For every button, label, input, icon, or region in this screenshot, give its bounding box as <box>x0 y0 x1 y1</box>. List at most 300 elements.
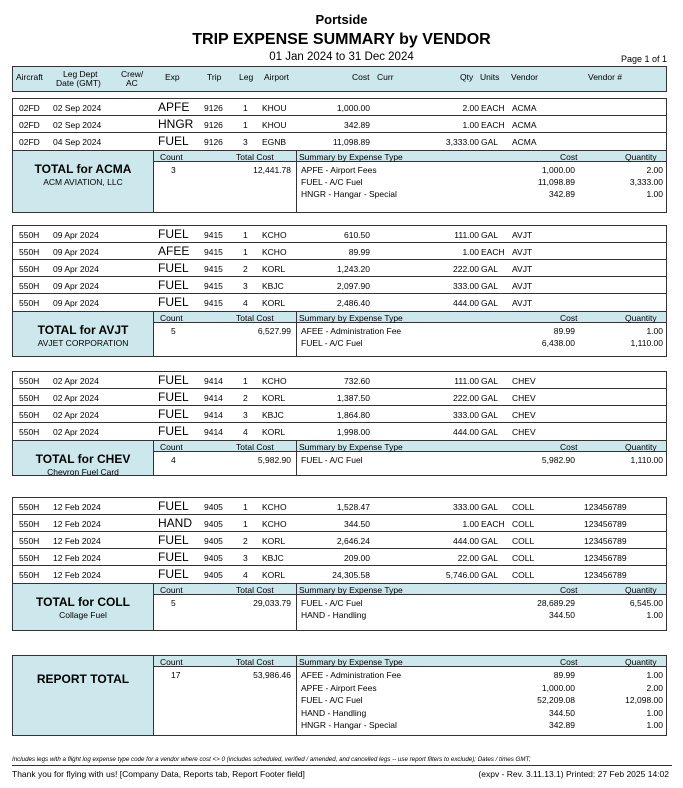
vendor-total-label: TOTAL for ACMA <box>34 162 132 176</box>
expense-row <box>13 515 666 532</box>
cell-airport: EGNB <box>262 137 287 147</box>
cell-date: 02 Apr 2024 <box>53 393 99 403</box>
vendor-total-block <box>12 151 667 213</box>
cell-date: 04 Sep 2024 <box>53 137 102 147</box>
cell-qty: 444.00 <box>453 298 479 308</box>
vendor-total-block <box>12 441 667 476</box>
summary-type: APFE - Airport Fees <box>301 165 377 175</box>
cell-airport: KORL <box>262 264 286 274</box>
cell-airport: KBJC <box>262 281 284 291</box>
cell-date: 12 Feb 2024 <box>53 553 101 563</box>
summary-cost: 52,209.08 <box>537 695 575 705</box>
date-range: 01 Jan 2024 to 31 Dec 2024 <box>269 51 414 63</box>
cell-qty: 111.00 <box>454 376 479 386</box>
cell-aircraft: 550H <box>19 230 40 240</box>
summary-count-header: Count <box>160 442 183 452</box>
vendor-section <box>12 98 667 213</box>
summary-total-cost-header: Total Cost <box>236 657 274 667</box>
expense-row <box>13 294 666 311</box>
cell-vendor: AVJT <box>512 264 533 274</box>
summary-count-header: Count <box>160 313 183 323</box>
col-ac: AC <box>126 78 138 88</box>
vendor-total-label: TOTAL for AVJT <box>37 323 129 337</box>
cell-exp: FUEL <box>158 407 189 421</box>
cell-trip: 9414 <box>204 393 223 403</box>
col-crew: Crew/ <box>121 69 144 79</box>
cell-airport: KBJC <box>262 410 284 420</box>
summary-type: HNGR - Hangar - Special <box>301 189 397 199</box>
cell-cost: 24,305.58 <box>332 570 370 580</box>
cell-units: GAL <box>481 230 499 240</box>
cell-cost: 1,864.80 <box>336 410 370 420</box>
cell-qty: 22.00 <box>457 553 479 563</box>
summary-total-cost-header: Total Cost <box>236 313 274 323</box>
cell-vendor-num: 123456789 <box>584 519 627 529</box>
cell-vendor: AVJT <box>512 230 533 240</box>
vendor-name: Chevron Fuel Card <box>47 467 119 477</box>
cell-exp: FUEL <box>158 550 189 564</box>
report-total-label: REPORT TOTAL <box>36 672 130 686</box>
cell-qty: 1.00 <box>462 247 479 257</box>
cell-date: 12 Feb 2024 <box>53 570 101 580</box>
report-total-cost: 53,986.46 <box>253 670 291 680</box>
summary-cost: 6,438.00 <box>541 338 575 348</box>
summary-type: FUEL - A/C Fuel <box>301 338 363 348</box>
cell-vendor: COLL <box>512 553 535 563</box>
vendor-count: 4 <box>171 455 176 465</box>
cell-vendor-num: 123456789 <box>584 536 627 546</box>
cell-aircraft: 550H <box>19 376 40 386</box>
summary-header <box>154 584 666 595</box>
cell-trip: 9415 <box>204 281 223 291</box>
summary-cost: 89.99 <box>553 326 575 336</box>
summary-type: FUEL - A/C Fuel <box>301 455 363 465</box>
report-total-section <box>12 655 667 736</box>
cell-leg: 1 <box>243 376 248 386</box>
cell-vendor: CHEV <box>512 410 536 420</box>
summary-type-header: Summary by Expense Type <box>299 585 403 595</box>
col-trip: Trip <box>207 72 222 82</box>
cell-date: 12 Feb 2024 <box>53 519 101 529</box>
summary-cost: 1,000.00 <box>541 165 575 175</box>
col-units: Units <box>480 72 500 82</box>
company-name: Portside <box>315 12 368 27</box>
vendor-count: 3 <box>171 165 176 175</box>
summary-quantity: 6,545.00 <box>629 598 663 608</box>
cell-units: GAL <box>481 281 499 291</box>
cell-units: GAL <box>481 264 499 274</box>
summary-type: HAND - Handling <box>301 610 367 620</box>
expense-row <box>13 372 666 389</box>
cell-trip: 9126 <box>204 137 223 147</box>
summary-quantity: 1.00 <box>646 326 663 336</box>
cell-units: GAL <box>481 410 499 420</box>
col-qty: Qty <box>460 72 474 82</box>
summary-line <box>13 720 668 732</box>
cell-aircraft: 02FD <box>19 137 40 147</box>
summary-count-header: Count <box>160 585 183 595</box>
summary-quantity: 1,110.00 <box>630 338 663 348</box>
cell-trip: 9405 <box>204 519 223 529</box>
summary-total-cost-header: Total Cost <box>236 152 274 162</box>
summary-type-header: Summary by Expense Type <box>299 442 403 452</box>
cell-qty: 1.00 <box>462 519 479 529</box>
cell-exp: FUEL <box>158 134 189 148</box>
vendor-name: AVJET CORPORATION <box>37 338 129 348</box>
cell-exp: HNGR <box>158 117 194 131</box>
vendor-total-cost: 29,033.79 <box>253 598 291 608</box>
cell-vendor: COLL <box>512 536 535 546</box>
cell-date: 09 Apr 2024 <box>53 247 99 257</box>
summary-type: AFEE - Administration Fee <box>301 326 402 336</box>
cell-cost: 11,098.89 <box>332 137 370 147</box>
vendor-section <box>12 225 667 357</box>
vendor-total-cost: 6,527.99 <box>257 326 291 336</box>
cell-qty: 333.00 <box>453 281 479 291</box>
summary-cost: 5,982.90 <box>541 455 575 465</box>
cell-vendor: COLL <box>512 502 535 512</box>
cell-cost: 610.50 <box>344 230 370 240</box>
summary-cost-header: Cost <box>560 585 578 595</box>
cell-vendor: ACMA <box>512 120 537 130</box>
cell-exp: FUEL <box>158 373 189 387</box>
cell-exp: FUEL <box>158 533 189 547</box>
vendor-name: ACM AVIATION, LLC <box>43 177 123 187</box>
col-vendor: Vendor <box>511 72 538 82</box>
cell-cost: 1,387.50 <box>336 393 370 403</box>
summary-line <box>13 708 668 720</box>
cell-exp: FUEL <box>158 278 189 292</box>
summary-quantity: 3,333.00 <box>629 177 663 187</box>
cell-exp: FUEL <box>158 295 189 309</box>
cell-vendor: AVJT <box>512 298 533 308</box>
col-leg-dept: Leg Dept <box>63 69 98 79</box>
col-aircraft: Aircraft <box>16 72 43 82</box>
summary-line <box>13 177 668 189</box>
cell-vendor: CHEV <box>512 393 536 403</box>
summary-header <box>154 312 666 323</box>
cell-leg: 3 <box>243 410 248 420</box>
expense-row <box>13 277 666 294</box>
cell-trip: 9415 <box>204 264 223 274</box>
cell-leg: 2 <box>243 264 248 274</box>
vendor-section <box>12 371 667 476</box>
expense-row <box>13 133 666 150</box>
summary-count-header: Count <box>160 152 183 162</box>
summary-line <box>13 455 668 467</box>
cell-qty: 3,333.00 <box>445 137 479 147</box>
cell-exp: APFE <box>158 100 190 114</box>
cell-units: EACH <box>481 247 505 257</box>
cell-airport: KCHO <box>262 519 287 529</box>
cell-cost: 732.60 <box>344 376 370 386</box>
vendor-name: Collage Fuel <box>59 610 107 620</box>
expense-row <box>13 260 666 277</box>
cell-airport: KHOU <box>262 120 287 130</box>
cell-aircraft: 550H <box>19 570 40 580</box>
cell-trip: 9405 <box>204 570 223 580</box>
cell-units: GAL <box>481 570 499 580</box>
cell-airport: KORL <box>262 393 286 403</box>
summary-type-header: Summary by Expense Type <box>299 657 403 667</box>
summary-quantity-header: Quantity <box>625 585 657 595</box>
cell-units: GAL <box>481 393 499 403</box>
cell-exp: FUEL <box>158 424 189 438</box>
cell-units: GAL <box>481 553 499 563</box>
cell-airport: KCHO <box>262 247 287 257</box>
cell-date: 02 Sep 2024 <box>53 103 102 113</box>
summary-line <box>13 338 668 350</box>
cell-units: EACH <box>481 103 505 113</box>
cell-leg: 3 <box>243 137 248 147</box>
col-date-gmt: Date (GMT) <box>56 78 101 88</box>
expense-row <box>13 389 666 406</box>
vendor-count: 5 <box>171 598 176 608</box>
report-total-count: 17 <box>171 670 181 680</box>
cell-date: 02 Apr 2024 <box>53 410 99 420</box>
summary-cost: 1,000.00 <box>541 682 575 693</box>
cell-leg: 2 <box>243 536 248 546</box>
cell-trip: 9414 <box>204 376 223 386</box>
summary-cost-header: Cost <box>560 442 578 452</box>
cell-cost: 1,243.20 <box>336 264 370 274</box>
summary-type-header: Summary by Expense Type <box>299 313 403 323</box>
cell-airport: KCHO <box>262 376 287 386</box>
expense-rows <box>12 371 667 441</box>
cell-leg: 3 <box>243 553 248 563</box>
cell-cost: 2,486.40 <box>336 298 370 308</box>
cell-qty: 444.00 <box>453 536 479 546</box>
cell-leg: 4 <box>243 570 248 580</box>
cell-qty: 5,746.00 <box>445 570 479 580</box>
cell-leg: 1 <box>243 103 248 113</box>
summary-quantity: 2.00 <box>646 165 663 175</box>
summary-type: HAND - Handling <box>301 707 367 718</box>
vendor-total-block <box>12 312 667 357</box>
cell-trip: 9405 <box>204 553 223 563</box>
cell-qty: 2.00 <box>462 103 479 113</box>
summary-quantity: 1.00 <box>646 707 663 718</box>
cell-vendor: AVJT <box>512 281 533 291</box>
cell-units: GAL <box>481 502 499 512</box>
cell-leg: 3 <box>243 281 248 291</box>
summary-cost: 344.50 <box>549 707 575 718</box>
expense-row <box>13 549 666 566</box>
cell-date: 02 Sep 2024 <box>53 120 102 130</box>
cell-airport: KORL <box>262 536 286 546</box>
cell-vendor: COLL <box>512 519 535 529</box>
summary-line <box>13 695 668 707</box>
expense-row <box>13 99 666 116</box>
summary-quantity: 1.00 <box>646 670 663 680</box>
summary-total-cost-header: Total Cost <box>236 585 274 595</box>
cell-aircraft: 550H <box>19 427 40 437</box>
cell-date: 09 Apr 2024 <box>53 230 99 240</box>
cell-vendor: COLL <box>512 570 535 580</box>
vendor-total-label: TOTAL for COLL <box>36 595 130 609</box>
cell-qty: 444.00 <box>453 427 479 437</box>
summary-line <box>13 683 668 695</box>
cell-date: 09 Apr 2024 <box>53 298 99 308</box>
cell-date: 09 Apr 2024 <box>53 281 99 291</box>
cell-units: GAL <box>481 427 499 437</box>
summary-cost-header: Cost <box>560 152 578 162</box>
column-header-bar <box>12 66 667 92</box>
cell-aircraft: 550H <box>19 519 40 529</box>
cell-cost: 2,646.24 <box>336 536 370 546</box>
expense-rows <box>12 98 667 151</box>
cell-vendor: CHEV <box>512 376 536 386</box>
cell-cost: 342.89 <box>344 120 370 130</box>
summary-quantity: 12,098.00 <box>625 695 663 705</box>
cell-aircraft: 02FD <box>19 120 40 130</box>
summary-quantity: 1.00 <box>646 189 663 199</box>
cell-vendor: CHEV <box>512 427 536 437</box>
summary-type: FUEL - A/C Fuel <box>301 695 363 705</box>
summary-header <box>154 441 666 452</box>
cell-airport: KBJC <box>262 553 284 563</box>
col-curr: Curr <box>377 72 394 82</box>
summary-type-header: Summary by Expense Type <box>299 152 403 162</box>
cell-cost: 2,097.90 <box>336 281 370 291</box>
cell-leg: 2 <box>243 393 248 403</box>
cell-units: EACH <box>481 519 505 529</box>
summary-type: APFE - Airport Fees <box>301 682 377 693</box>
cell-aircraft: 550H <box>19 281 40 291</box>
cell-aircraft: 550H <box>19 536 40 546</box>
cell-leg: 1 <box>243 230 248 240</box>
cell-leg: 4 <box>243 298 248 308</box>
cell-date: 12 Feb 2024 <box>53 536 101 546</box>
cell-units: GAL <box>481 298 499 308</box>
cell-trip: 9414 <box>204 410 223 420</box>
summary-quantity: 2.00 <box>646 682 663 693</box>
cell-date: 09 Apr 2024 <box>53 264 99 274</box>
col-exp: Exp <box>165 72 180 82</box>
cell-qty: 222.00 <box>453 393 479 403</box>
summary-quantity: 1.00 <box>646 610 663 620</box>
summary-cost-header: Cost <box>560 313 578 323</box>
cell-trip: 9126 <box>204 120 223 130</box>
cell-leg: 1 <box>243 502 248 512</box>
cell-qty: 222.00 <box>453 264 479 274</box>
footer-note: Includes legs with a flight log expense type code for a vendor where cost <> 0 (includes scheduled, verified / amended, and cancelled legs -- use report filters to exclude); Dates / times GMT; <box>12 756 672 766</box>
cell-aircraft: 550H <box>19 502 40 512</box>
expense-row <box>13 116 666 133</box>
footer-left: Thank you for flying with us! [Company Data, Reports tab, Report Footer field] <box>12 769 305 779</box>
expense-row <box>13 498 666 515</box>
summary-cost: 11,098.89 <box>537 177 575 187</box>
col-vendor-num: Vendor # <box>588 72 623 82</box>
cell-exp: AFEE <box>158 244 190 258</box>
cell-trip: 9415 <box>204 230 223 240</box>
vendor-total-cost: 12,441.78 <box>253 165 291 175</box>
vendor-section <box>12 497 667 631</box>
cell-cost: 1,000.00 <box>336 103 370 113</box>
expense-row <box>13 423 666 440</box>
cell-qty: 333.00 <box>453 502 479 512</box>
summary-quantity-header: Quantity <box>625 152 657 162</box>
summary-cost: 342.89 <box>549 720 575 730</box>
cell-aircraft: 550H <box>19 393 40 403</box>
expense-row <box>13 406 666 423</box>
summary-line <box>13 610 668 622</box>
cell-qty: 111.00 <box>454 230 479 240</box>
summary-header <box>154 656 666 667</box>
cell-exp: FUEL <box>158 390 189 404</box>
cell-cost: 344.50 <box>344 519 370 529</box>
cell-airport: KCHO <box>262 230 287 240</box>
vendor-total-label: TOTAL for CHEV <box>35 452 131 466</box>
summary-type: FUEL - A/C Fuel <box>301 598 363 608</box>
summary-quantity: 1,110.00 <box>630 455 663 465</box>
expense-rows <box>12 225 667 312</box>
summary-line <box>13 165 668 177</box>
summary-type: HNGR - Hangar - Special <box>301 720 397 730</box>
cell-date: 12 Feb 2024 <box>53 502 101 512</box>
summary-quantity: 1.00 <box>646 720 663 730</box>
cell-trip: 9414 <box>204 427 223 437</box>
cell-aircraft: 550H <box>19 553 40 563</box>
cell-cost: 1,998.00 <box>336 427 370 437</box>
expense-row <box>13 566 666 583</box>
summary-cost-header: Cost <box>560 657 578 667</box>
report-total-block <box>12 655 667 736</box>
cell-leg: 4 <box>243 427 248 437</box>
cell-exp: FUEL <box>158 567 189 581</box>
cell-airport: KORL <box>262 570 286 580</box>
cell-exp: FUEL <box>158 227 189 241</box>
report-title: TRIP EXPENSE SUMMARY by VENDOR <box>192 31 491 48</box>
cell-vendor-num: 123456789 <box>584 553 627 563</box>
cell-qty: 1.00 <box>462 120 479 130</box>
summary-line <box>13 189 668 201</box>
cell-aircraft: 550H <box>19 247 40 257</box>
expense-rows <box>12 497 667 584</box>
col-airport: Airport <box>264 72 290 82</box>
cell-cost: 89.99 <box>348 247 370 257</box>
vendor-count: 5 <box>171 326 176 336</box>
cell-exp: FUEL <box>158 261 189 275</box>
page-number: Page 1 of 1 <box>620 54 667 64</box>
vendor-total-cost: 5,982.90 <box>257 455 291 465</box>
summary-total-cost-header: Total Cost <box>236 442 274 452</box>
cell-trip: 9415 <box>204 298 223 308</box>
summary-quantity-header: Quantity <box>625 442 657 452</box>
cell-date: 02 Apr 2024 <box>53 427 99 437</box>
cell-trip: 9405 <box>204 536 223 546</box>
summary-header <box>154 151 666 162</box>
cell-trip: 9405 <box>204 502 223 512</box>
cell-airport: KCHO <box>262 502 287 512</box>
cell-trip: 9126 <box>204 103 223 113</box>
summary-cost: 89.99 <box>553 670 575 680</box>
cell-leg: 1 <box>243 120 248 130</box>
cell-cost: 209.00 <box>344 553 370 563</box>
cell-airport: KHOU <box>262 103 287 113</box>
summary-line <box>13 598 668 610</box>
summary-type: FUEL - A/C Fuel <box>301 177 363 187</box>
cell-vendor: AVJT <box>512 247 533 257</box>
cell-airport: KORL <box>262 298 286 308</box>
expense-row <box>13 243 666 260</box>
cell-leg: 1 <box>243 247 248 257</box>
cell-aircraft: 550H <box>19 298 40 308</box>
cell-trip: 9415 <box>204 247 223 257</box>
cell-exp: FUEL <box>158 499 189 513</box>
summary-cost: 342.89 <box>549 189 575 199</box>
cell-vendor: ACMA <box>512 103 537 113</box>
